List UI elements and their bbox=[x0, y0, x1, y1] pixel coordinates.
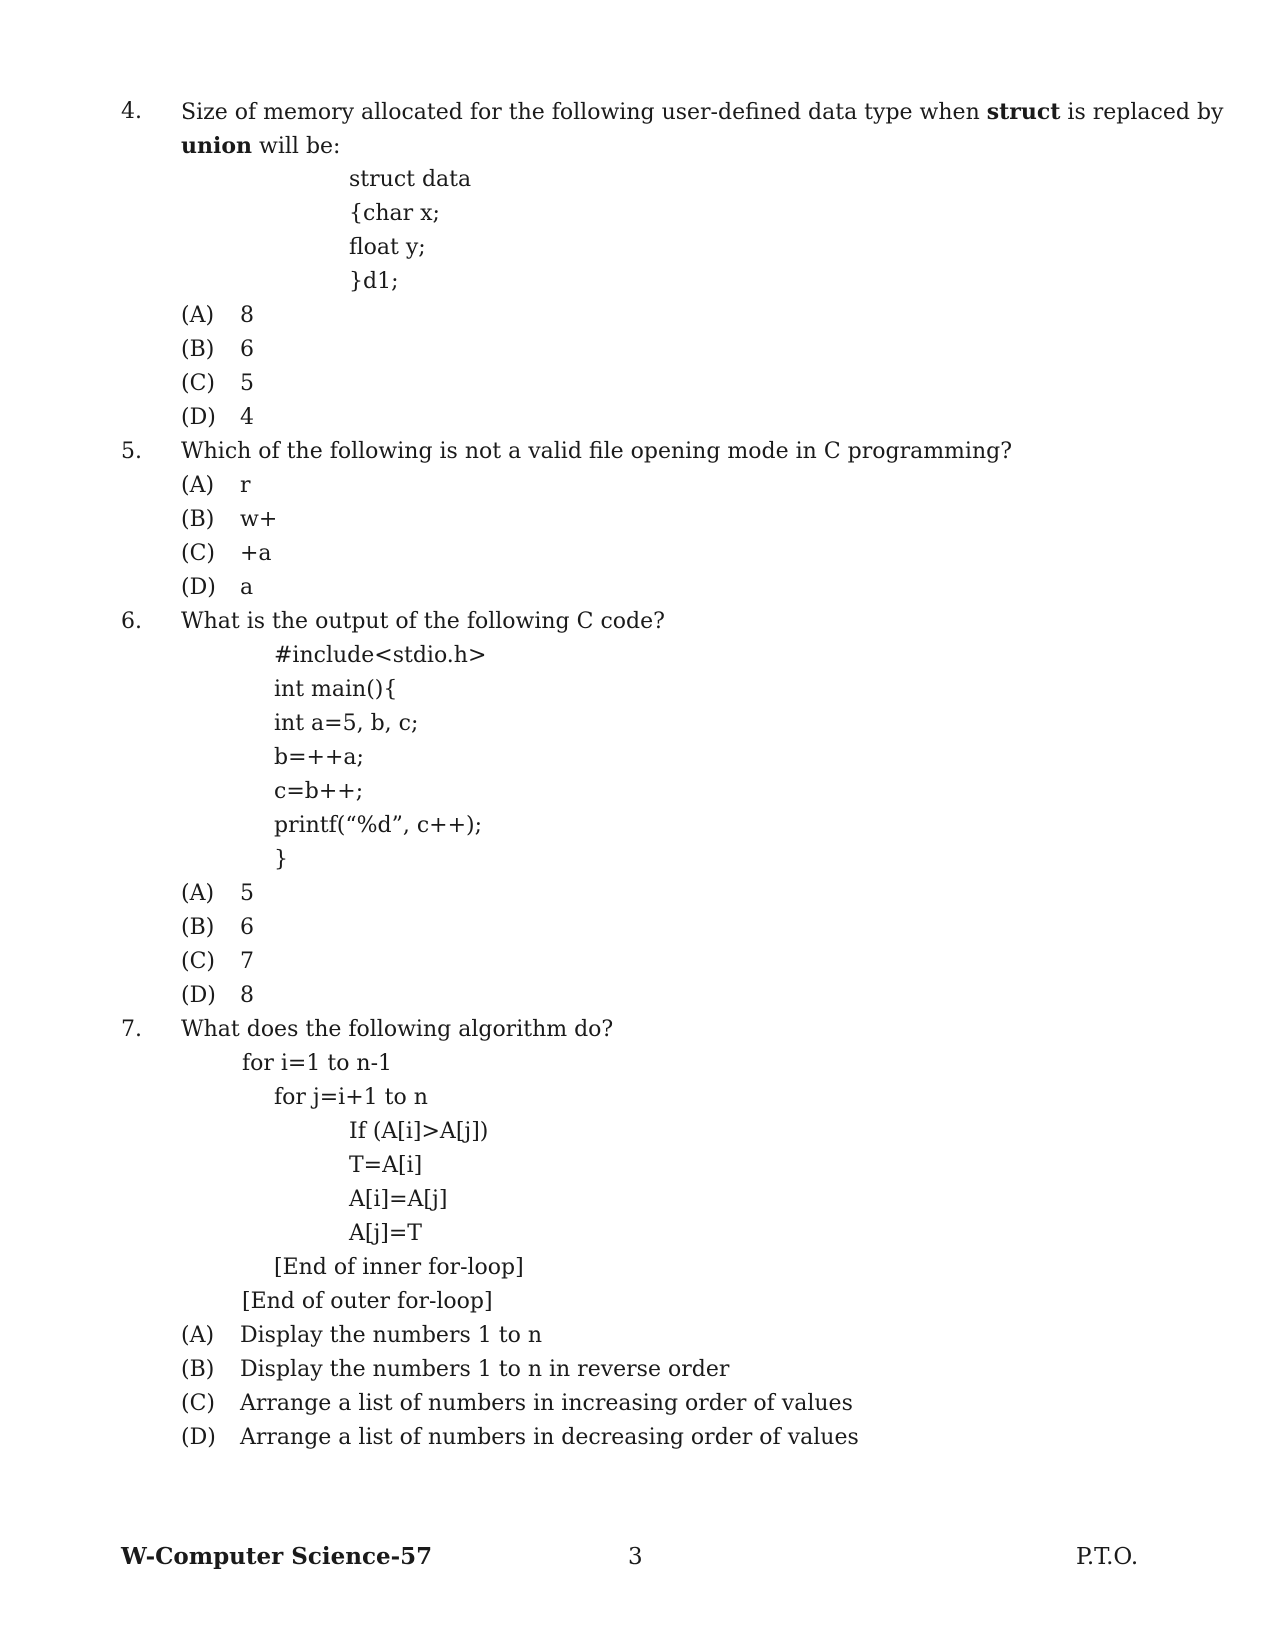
question-6-option-d-label: (D) bbox=[181, 983, 216, 1008]
question-5-option-c-value: +a bbox=[240, 541, 272, 566]
question-7-code-line: [End of inner for-loop] bbox=[274, 1255, 524, 1280]
question-6-option-c-label: (C) bbox=[181, 949, 215, 974]
question-5-option-a-label: (A) bbox=[181, 473, 215, 498]
question-7-option-a-label: (A) bbox=[181, 1323, 215, 1348]
question-7-option-c-label: (C) bbox=[181, 1391, 215, 1416]
question-4-code-line: struct data bbox=[349, 167, 472, 192]
question-6-option-a-label: (A) bbox=[181, 881, 215, 906]
question-6-code-line: printf(“%d”, c++); bbox=[274, 813, 483, 838]
question-6-code-line: b=++a; bbox=[274, 745, 364, 770]
question-5-option-b-value: w+ bbox=[240, 507, 278, 532]
question-7-option-b-label: (B) bbox=[181, 1357, 215, 1382]
question-7-code-line: [End of outer for-loop] bbox=[242, 1289, 493, 1314]
question-7-code-line: If (A[i]>A[j]) bbox=[349, 1119, 489, 1144]
question-6-code-line: int main(){ bbox=[274, 677, 398, 702]
question-4-keyword-struct: struct bbox=[986, 99, 1061, 125]
question-6-option-c-value: 7 bbox=[240, 949, 254, 974]
footer-pto: P.T.O. bbox=[1076, 1544, 1139, 1570]
question-6-code-line: c=b++; bbox=[274, 779, 364, 804]
question-6-option-a-value: 5 bbox=[240, 881, 254, 906]
question-6-option-b-value: 6 bbox=[240, 915, 254, 940]
question-7-option-b-value: Display the numbers 1 to n in reverse order bbox=[240, 1357, 730, 1382]
question-5-option-a-value: r bbox=[240, 473, 251, 498]
question-4-option-b-label: (B) bbox=[181, 337, 215, 362]
question-4-text-part1: Size of memory allocated for the following user-defined data type when bbox=[181, 100, 987, 125]
question-7-option-c-value: Arrange a list of numbers in increasing order of values bbox=[240, 1391, 853, 1416]
question-4-option-c-value: 5 bbox=[240, 371, 254, 396]
question-7-code-line: A[i]=A[j] bbox=[349, 1187, 448, 1212]
footer-paper-code: W-Computer Science-57 bbox=[121, 1543, 433, 1570]
question-5-option-c-label: (C) bbox=[181, 541, 215, 566]
question-6-number: 6. bbox=[121, 609, 142, 634]
question-6-text: What is the output of the following C code? bbox=[181, 609, 665, 634]
question-5-text: Which of the following is not a valid file opening mode in C programming? bbox=[181, 439, 1013, 464]
question-4-text-line2 bbox=[181, 131, 340, 161]
question-7-option-d-label: (D) bbox=[181, 1425, 216, 1450]
question-4-code-line: float y; bbox=[349, 235, 426, 260]
question-4-code-line: }d1; bbox=[349, 269, 399, 294]
question-5-number: 5. bbox=[121, 439, 142, 464]
question-7-code-line: for i=1 to n-1 bbox=[242, 1051, 393, 1076]
question-4-text-line1 bbox=[181, 97, 1223, 127]
question-4-option-b-value: 6 bbox=[240, 337, 254, 362]
question-6-code-line: } bbox=[274, 847, 288, 872]
question-7-code-line: T=A[i] bbox=[349, 1153, 423, 1178]
question-4-text-part3: will be: bbox=[252, 134, 341, 159]
question-6-code-line: #include<stdio.h> bbox=[274, 643, 487, 668]
question-7-option-d-value: Arrange a list of numbers in decreasing order of values bbox=[240, 1425, 859, 1450]
footer-page-number: 3 bbox=[628, 1544, 643, 1570]
question-4-option-c-label: (C) bbox=[181, 371, 215, 396]
question-7-code-line: A[j]=T bbox=[349, 1221, 422, 1246]
question-7-number: 7. bbox=[121, 1017, 142, 1042]
question-4-option-a-label: (A) bbox=[181, 303, 215, 328]
question-4-number: 4. bbox=[121, 99, 142, 124]
question-4-code-line: {char x; bbox=[349, 201, 440, 226]
question-7-text: What does the following algorithm do? bbox=[181, 1017, 614, 1042]
question-4-keyword-union: union bbox=[181, 133, 253, 159]
question-4-option-d-value: 4 bbox=[240, 405, 254, 430]
question-4-option-a-value: 8 bbox=[240, 303, 254, 328]
question-6-option-b-label: (B) bbox=[181, 915, 215, 940]
question-5-option-b-label: (B) bbox=[181, 507, 215, 532]
question-4-option-d-label: (D) bbox=[181, 405, 216, 430]
question-4-text-part2: is replaced by bbox=[1060, 100, 1224, 125]
question-7-code-line: for j=i+1 to n bbox=[274, 1085, 428, 1110]
question-5-option-d-value: a bbox=[240, 575, 254, 600]
question-5-option-d-label: (D) bbox=[181, 575, 216, 600]
question-6-option-d-value: 8 bbox=[240, 983, 254, 1008]
question-6-code-line: int a=5, b, c; bbox=[274, 711, 419, 736]
question-7-option-a-value: Display the numbers 1 to n bbox=[240, 1323, 542, 1348]
